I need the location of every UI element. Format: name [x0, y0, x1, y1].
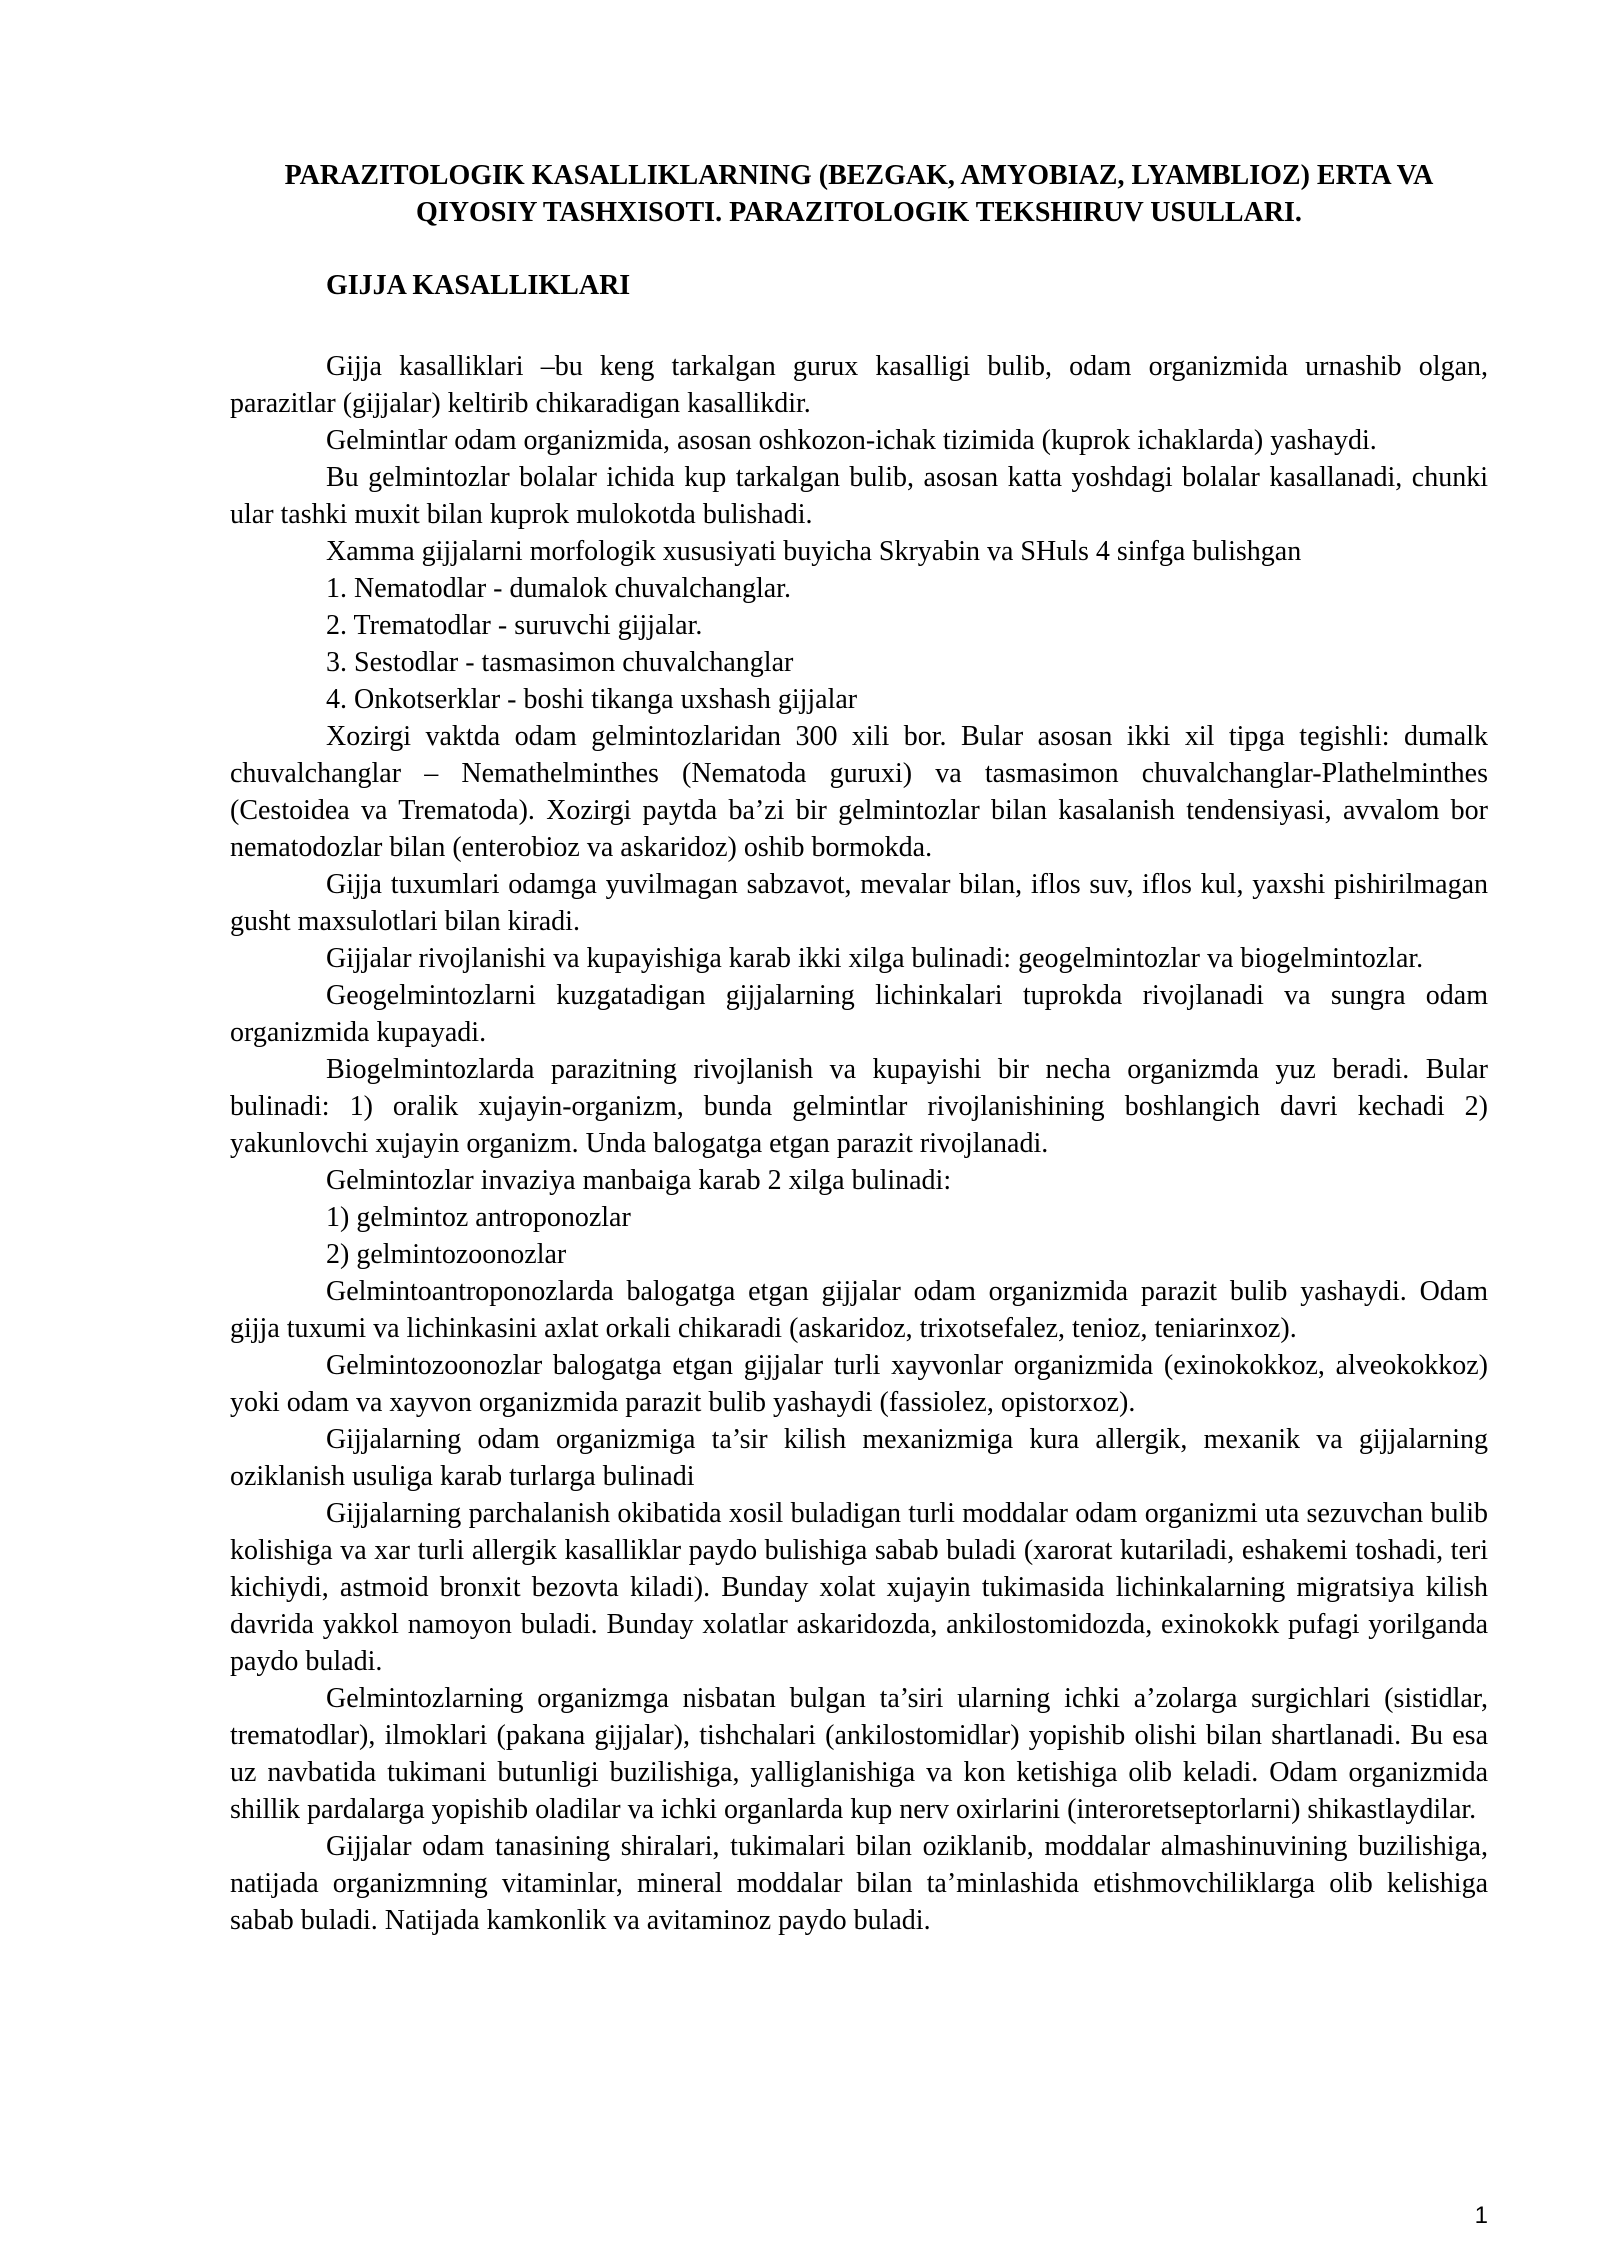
- list-item: 2) gelmintozoonozlar: [326, 1239, 567, 1270]
- document-title: PARAZITOLOGIK KASALLIKLARNING (BEZGAK, AMYOBIAZ, LYAMBLIOZ) ERTA VA QIYOSIY TASHXISOTI. PARAZITOLOGIK TEKSHIRUV USULLARI.: [284, 160, 1434, 228]
- paragraph: Bu gelmintozlar bolalar ichida kup tarkalgan bulib, asosan katta yoshdagi bolalar kasallanadi, chunki ular tashki muxit bilan kuprok mulokotda bulishadi.: [230, 462, 1488, 530]
- list-item: 3. Sestodlar - tasmasimon chuvalchanglar: [326, 647, 794, 678]
- paragraph: Gelmintozlar invaziya manbaiga karab 2 xilga bulinadi:: [326, 1165, 952, 1196]
- paragraph: Gijja kasalliklari –bu keng tarkalgan gurux kasalligi bulib, odam organizmida urnashib olgan, parazitlar (gijjalar) keltirib chikaradigan kasallikdir.: [230, 351, 1488, 419]
- document-body: [230, 348, 1488, 1939]
- document-content: [230, 157, 1488, 1939]
- list-item: 2. Trematodlar - suruvchi gijjalar.: [326, 610, 703, 641]
- paragraph: Gelmintlar odam organizmida, asosan oshkozon-ichak tizimida (kuprok ichaklarda) yashaydi.: [326, 425, 1377, 456]
- paragraph: Xozirgi vaktda odam gelmintozlaridan 300 xili bor. Bular asosan ikki xil tipga tegishli: dumalk chuvalchanglar – Nemathelminthes (Nematoda guruxi) va tasmasimon chuvalchanglar-Plathelminthes (Cestoidea va Trematoda). Xozirgi paytda ba’zi bir gelmintozlar bilan kasalanish tendensiyasi, avvalom bor nematodozlar bilan (enterobioz va askaridoz) oshib bormokda.: [230, 721, 1488, 863]
- paragraph: Xamma gijjalarni morfologik xususiyati buyicha Skryabin va SHuls 4 sinfga bulishgan: [326, 536, 1302, 567]
- list-item: 1) gelmintoz antroponozlar: [326, 1202, 631, 1233]
- paragraph: Gijjalar rivojlanishi va kupayishiga karab ikki xilga bulinadi: geogelmintozlar va biogelmintozlar.: [326, 943, 1424, 974]
- page-number: 1: [1474, 2202, 1488, 2229]
- paragraph: Gijjalarning odam organizmiga ta’sir kilish mexanizmiga kura allergik, mexanik va gijjalarning oziklanish usuliga karab turlarga bulinadi: [230, 1424, 1488, 1492]
- paragraph: Gelmintozoonozlar balogatga etgan gijjalar turli xayvonlar organizmida (exinokokkoz, alveokokkoz) yoki odam va xayvon organizmida parazit bulib yashaydi (fassiolez, opistorxoz).: [230, 1350, 1488, 1418]
- paragraph: Gijjalar odam tanasining shiralari, tukimalari bilan oziklanib, moddalar almashinuvining buzilishiga, natijada organizmning vitaminlar, mineral moddalar bilan ta’minlashida etishmovchiliklarga olib kelishiga sabab buladi. Natijada kamkonlik va avitaminoz paydo buladi.: [230, 1831, 1488, 1936]
- list-item: 4. Onkotserklar - boshi tikanga uxshash gijjalar: [326, 684, 858, 715]
- paragraph: Gelmintozlarning organizmga nisbatan bulgan ta’siri ularning ichki a’zolarga surgichlari (sistidlar, trematodlar), ilmoklari (pakana gijjalar), tishchalari (ankilostomidlar) yopishib olishi bilan shartlanadi. Bu esa uz navbatida tukimani butunligi buzilishiga, yalliglanishiga va kon ketishiga olib keladi. Odam organizmida shillik pardalarga yopishib oladilar va ichki organlarda kup nerv oxirlarini (interoretseptorlarni) shikastlaydilar.: [230, 1683, 1488, 1825]
- paragraph: Gijja tuxumlari odamga yuvilmagan sabzavot, mevalar bilan, iflos suv, iflos kul, yaxshi pishirilmagan gusht maxsulotlari bilan kiradi.: [230, 869, 1488, 937]
- paragraph: Gelmintoantroponozlarda balogatga etgan gijjalar odam organizmida parazit bulib yashaydi. Odam gijja tuxumi va lichinkasini axlat orkali chikaradi (askaridoz, trixotsefalez, tenioz, teniarinxoz).: [230, 1276, 1488, 1344]
- section-heading: GIJJA KASALLIKLARI: [326, 270, 631, 301]
- paragraph: Geogelmintozlarni kuzgatadigan gijjalarning lichinkalari tuprokda rivojlanadi va sungra odam organizmida kupayadi.: [230, 980, 1488, 1048]
- paragraph: Gijjalarning parchalanish okibatida xosil buladigan turli moddalar odam organizmi uta sezuvchan bulib kolishiga va xar turli allergik kasalliklar paydo bulishiga sabab buladi (xarorat kutariladi, eshakemi toshadi, teri kichiydi, astmoid bronxit bezovta kiladi). Bunday xolat xujayin tukimasida lichinkalarning migratsiya kilish davrida yakkol namoyon buladi. Bunday xolatlar askaridozda, ankilostomidozda, exinokokk pufagi yorilganda paydo buladi.: [230, 1498, 1488, 1677]
- list-item: 1. Nematodlar - dumalok chuvalchanglar.: [326, 573, 791, 604]
- paragraph: Biogelmintozlarda parazitning rivojlanish va kupayishi bir necha organizmda yuz beradi. Bular bulinadi: 1) oralik xujayin-organizm, bunda gelmintlar rivojlanishining boshlangich davri kechadi 2) yakunlovchi xujayin organizm. Unda balogatga etgan parazit rivojlanadi.: [230, 1054, 1488, 1159]
